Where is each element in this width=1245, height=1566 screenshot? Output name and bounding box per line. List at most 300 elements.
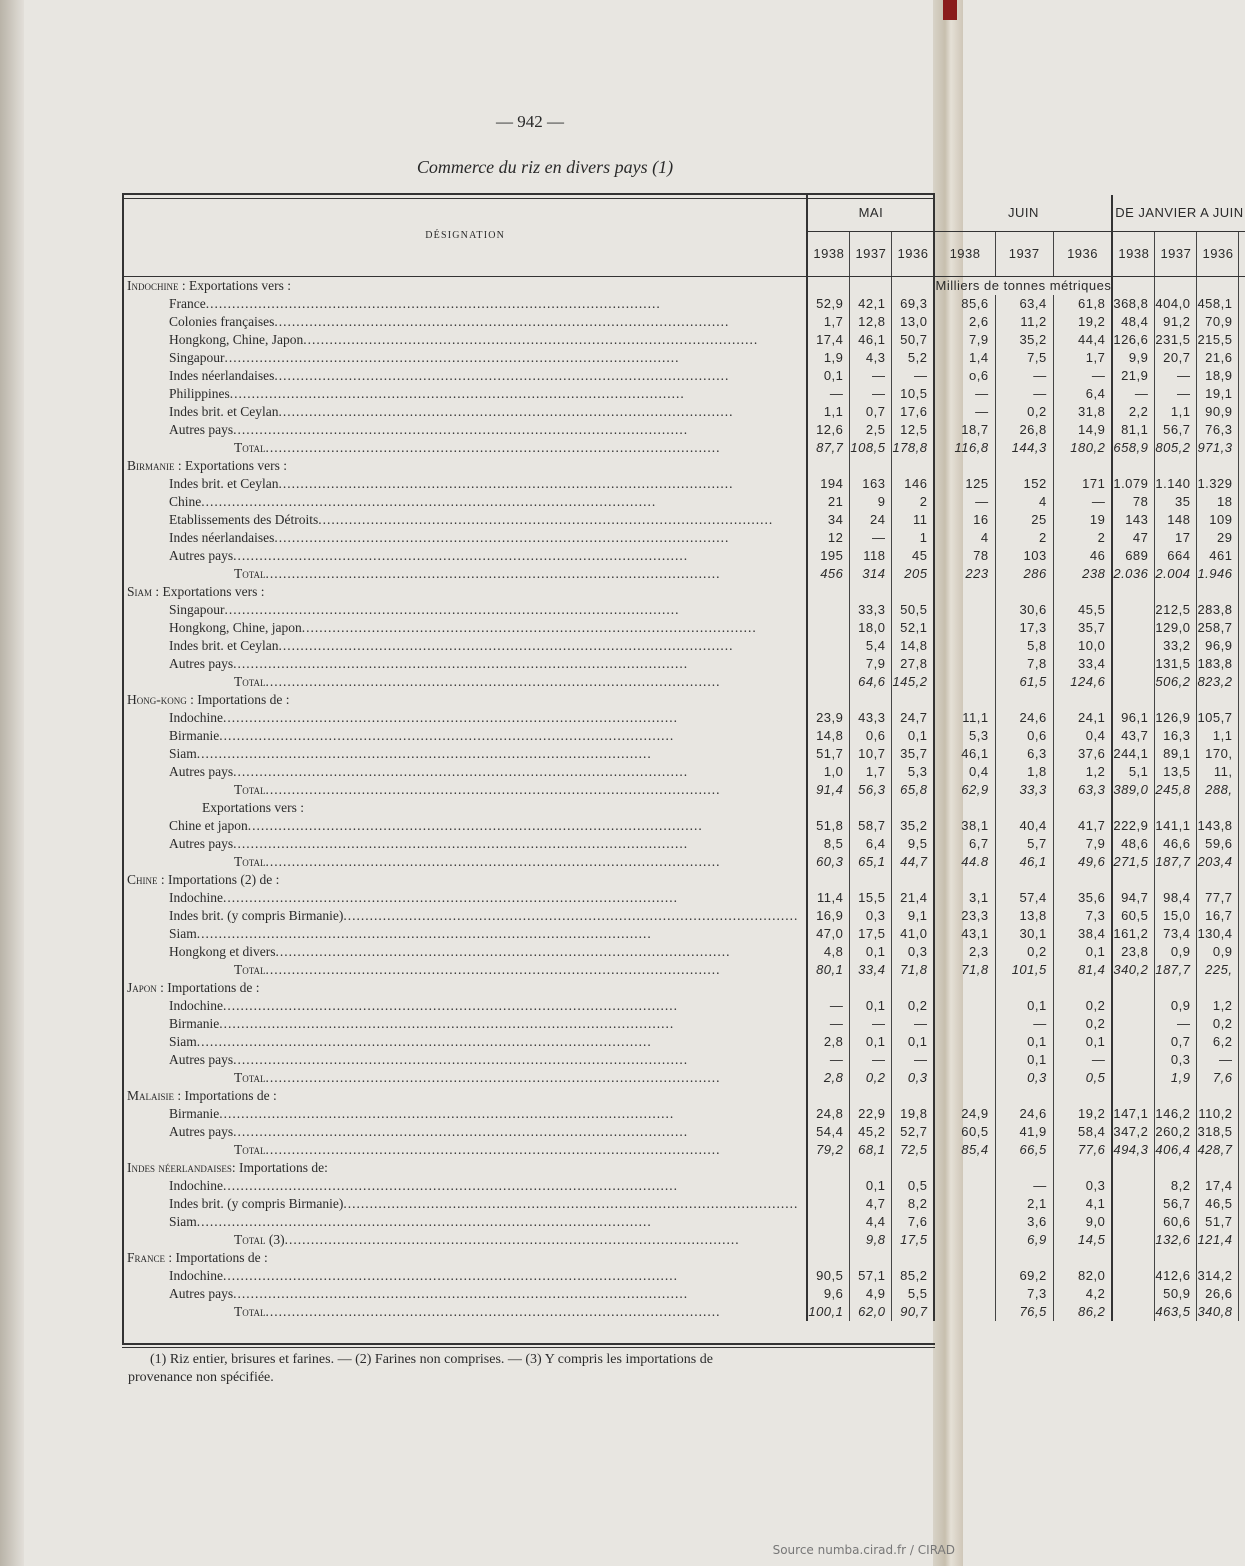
- value-cell: [934, 1285, 995, 1303]
- value-cell: 389,0: [1112, 781, 1155, 799]
- row-label: [124, 331, 807, 349]
- value-cell: 46: [1053, 547, 1112, 565]
- value-cell: [807, 1195, 850, 1213]
- value-cell: 161,2: [1112, 925, 1155, 943]
- value-cell: 41,7: [1053, 817, 1112, 835]
- value-cell: 21: [807, 493, 850, 511]
- value-cell: 124,6: [1053, 673, 1112, 691]
- label-text: Indochine: [169, 998, 223, 1013]
- total-row: [124, 565, 1245, 583]
- value-cell: 5,5: [892, 1285, 935, 1303]
- value-cell: 23,8: [1112, 943, 1155, 961]
- value-cell: 143: [1112, 511, 1155, 529]
- value-cell: 11,4: [807, 889, 850, 907]
- value-cell: [892, 1249, 935, 1267]
- value-cell: [934, 619, 995, 637]
- overflow-cell: [1239, 511, 1245, 529]
- label-text: Indochine: [169, 890, 223, 905]
- value-cell: 170,: [1197, 745, 1239, 763]
- row-label: [124, 601, 807, 619]
- value-cell: 48,6: [1112, 835, 1155, 853]
- value-cell: [934, 1267, 995, 1285]
- leader-dots: [303, 331, 798, 349]
- row-label: [124, 763, 807, 781]
- row-label: [124, 349, 807, 367]
- value-cell: 69,3: [892, 295, 935, 313]
- section-heading-row: [124, 457, 1245, 475]
- label-text: Autres pays: [169, 764, 234, 779]
- value-cell: 16,7: [1197, 907, 1239, 925]
- leader-dots: [233, 1123, 798, 1141]
- value-cell: [1197, 979, 1239, 997]
- value-cell: [934, 1303, 995, 1321]
- value-cell: [892, 457, 935, 475]
- value-cell: 66,5: [995, 1141, 1053, 1159]
- label-wrap: [124, 925, 806, 943]
- table-row: [124, 655, 1245, 673]
- value-cell: —: [850, 1051, 892, 1069]
- overflow-cell: [1239, 421, 1245, 439]
- value-cell: 50,5: [892, 601, 935, 619]
- label-wrap: [124, 475, 806, 493]
- value-cell: 19,1: [1197, 385, 1239, 403]
- value-cell: 38,4: [1053, 925, 1112, 943]
- label-text: Indes brit. et Ceylan: [169, 476, 279, 491]
- value-cell: 6,9: [995, 1231, 1053, 1249]
- value-cell: 58,7: [850, 817, 892, 835]
- value-cell: [934, 601, 995, 619]
- value-cell: 58,4: [1053, 1123, 1112, 1141]
- overflow-cell: [1239, 385, 1245, 403]
- value-cell: 63,4: [995, 295, 1053, 313]
- value-cell: 14,9: [1053, 421, 1112, 439]
- value-cell: 428,7: [1197, 1141, 1239, 1159]
- value-cell: [934, 799, 995, 817]
- value-cell: 86,2: [1053, 1303, 1112, 1321]
- value-cell: 5,7: [995, 835, 1053, 853]
- row-label: [124, 943, 807, 961]
- value-cell: 81,1: [1112, 421, 1155, 439]
- leader-dots: [266, 781, 799, 799]
- table-row: [124, 1213, 1245, 1231]
- value-cell: 7,9: [1053, 835, 1112, 853]
- row-label: [124, 547, 807, 565]
- label-wrap: [124, 1213, 806, 1231]
- value-cell: 18: [1197, 493, 1239, 511]
- table-row: [124, 385, 1245, 403]
- value-cell: 1,0: [807, 763, 850, 781]
- value-cell: 7,6: [1197, 1069, 1239, 1087]
- row-label: [124, 835, 807, 853]
- value-cell: 94,7: [1112, 889, 1155, 907]
- rice-trade-table: [122, 193, 1244, 1345]
- overflow-cell: [1239, 457, 1245, 475]
- value-cell: 146: [892, 475, 935, 493]
- value-cell: 17,4: [1197, 1177, 1239, 1195]
- value-cell: 20,7: [1155, 349, 1197, 367]
- value-cell: [807, 1177, 850, 1195]
- value-cell: 141,1: [1155, 817, 1197, 835]
- value-cell: 187,7: [1155, 853, 1197, 871]
- overflow-cell: [1239, 889, 1245, 907]
- leader-dots: [343, 907, 798, 925]
- row-label: [124, 1069, 807, 1087]
- overflow-cell: [1239, 799, 1245, 817]
- value-cell: [934, 457, 995, 475]
- total-row: [124, 1141, 1245, 1159]
- value-cell: 50,7: [892, 331, 935, 349]
- value-cell: 19,8: [892, 1105, 935, 1123]
- label-wrap: [124, 709, 806, 727]
- value-cell: 52,9: [807, 295, 850, 313]
- value-cell: [807, 1231, 850, 1249]
- value-cell: [807, 583, 850, 601]
- value-cell: 27,8: [892, 655, 935, 673]
- value-cell: 61,8: [1053, 295, 1112, 313]
- label-text: Siam: [169, 1214, 197, 1229]
- value-cell: 70,9: [1197, 313, 1239, 331]
- value-cell: 21,9: [1112, 367, 1155, 385]
- value-cell: 126,6: [1112, 331, 1155, 349]
- value-cell: —: [1197, 1051, 1239, 1069]
- value-cell: 35,7: [892, 745, 935, 763]
- section-heading-row: [124, 691, 1245, 709]
- overflow-cell: [1239, 691, 1245, 709]
- leader-dots: [233, 1285, 798, 1303]
- label-wrap: [124, 961, 806, 979]
- value-cell: 2: [995, 529, 1053, 547]
- table-row: [124, 745, 1245, 763]
- overflow-cell: [1239, 1177, 1245, 1195]
- footnotes: [122, 1347, 935, 1387]
- value-cell: 65,1: [850, 853, 892, 871]
- value-cell: 1,1: [1197, 727, 1239, 745]
- row-label: [124, 817, 807, 835]
- value-cell: 17,6: [892, 403, 935, 421]
- value-cell: 0,1: [850, 1177, 892, 1195]
- value-cell: [1155, 979, 1197, 997]
- row-label: [124, 889, 807, 907]
- label-wrap: [124, 493, 806, 511]
- value-cell: [1197, 583, 1239, 601]
- label-wrap: [124, 565, 806, 583]
- value-cell: [1112, 457, 1155, 475]
- value-cell: [1112, 1231, 1155, 1249]
- row-label: [124, 421, 807, 439]
- value-cell: 125: [934, 475, 995, 493]
- value-cell: [850, 457, 892, 475]
- value-cell: 0,9: [1155, 997, 1197, 1015]
- label-text: Colonies françaises: [169, 314, 275, 329]
- table-row: [124, 1105, 1245, 1123]
- leader-dots: [225, 601, 799, 619]
- value-cell: [1197, 457, 1239, 475]
- value-cell: 318,5: [1197, 1123, 1239, 1141]
- value-cell: 7,6: [892, 1213, 935, 1231]
- row-label: [124, 673, 807, 691]
- leader-dots: [266, 853, 799, 871]
- value-cell: [807, 871, 850, 889]
- overflow-cell: [1239, 1303, 1245, 1321]
- value-cell: 61,5: [995, 673, 1053, 691]
- value-cell: [807, 457, 850, 475]
- label-wrap: [124, 817, 806, 835]
- leader-dots: [223, 709, 798, 727]
- value-cell: 57,1: [850, 1267, 892, 1285]
- value-cell: o,6: [934, 367, 995, 385]
- label-wrap: [124, 403, 806, 421]
- section-heading: [124, 1159, 807, 1177]
- value-cell: 283,8: [1197, 601, 1239, 619]
- column-group-header: DE JANVIER A JUIN: [1112, 195, 1245, 232]
- value-cell: 21,4: [892, 889, 935, 907]
- value-cell: [934, 673, 995, 691]
- value-cell: [934, 691, 995, 709]
- value-cell: [892, 979, 935, 997]
- value-cell: 17,5: [850, 925, 892, 943]
- value-cell: [934, 979, 995, 997]
- value-cell: 1.946: [1197, 565, 1239, 583]
- overflow-cell: [1239, 439, 1245, 457]
- table-row: [124, 727, 1245, 745]
- leader-dots: [223, 1177, 798, 1195]
- leader-dots: [343, 1195, 798, 1213]
- value-cell: 47,0: [807, 925, 850, 943]
- value-cell: 15,0: [1155, 907, 1197, 925]
- value-cell: 98,4: [1155, 889, 1197, 907]
- value-cell: [1155, 871, 1197, 889]
- value-cell: 6,7: [934, 835, 995, 853]
- row-label: [124, 1195, 807, 1213]
- overflow-cell: [1239, 1123, 1245, 1141]
- value-cell: 72,5: [892, 1141, 935, 1159]
- value-cell: [1112, 1303, 1155, 1321]
- value-cell: 212,5: [1155, 601, 1197, 619]
- value-cell: 126,9: [1155, 709, 1197, 727]
- value-cell: 24,8: [807, 1105, 850, 1123]
- label-wrap: [124, 313, 806, 331]
- overflow-cell: [1239, 1195, 1245, 1213]
- value-cell: —: [807, 997, 850, 1015]
- value-cell: [892, 871, 935, 889]
- label-text: Indes néerlandaises: [169, 368, 275, 383]
- value-cell: 0,1: [892, 1033, 935, 1051]
- value-cell: 6,4: [1053, 385, 1112, 403]
- value-cell: 16,3: [1155, 727, 1197, 745]
- value-cell: —: [807, 385, 850, 403]
- value-cell: [995, 979, 1053, 997]
- value-cell: 0,2: [1053, 997, 1112, 1015]
- row-label: [124, 1231, 807, 1249]
- label-text: Total: [234, 962, 266, 977]
- value-cell: 90,7: [892, 1303, 935, 1321]
- value-cell: [892, 583, 935, 601]
- value-cell: —: [807, 1051, 850, 1069]
- value-cell: [934, 1213, 995, 1231]
- value-cell: [807, 1213, 850, 1231]
- label-text: Indes brit. (y compris Birmanie): [169, 1196, 344, 1211]
- value-cell: —: [1112, 385, 1155, 403]
- value-cell: [1112, 799, 1155, 817]
- value-cell: 79,2: [807, 1141, 850, 1159]
- value-cell: 60,6: [1155, 1213, 1197, 1231]
- value-cell: 14,8: [807, 727, 850, 745]
- value-cell: 46,6: [1155, 835, 1197, 853]
- value-cell: 314,2: [1197, 1267, 1239, 1285]
- section-heading-row: [124, 979, 1245, 997]
- overflow-cell: [1239, 1015, 1245, 1033]
- value-cell: 971,3: [1197, 439, 1239, 457]
- section-heading-row: [124, 871, 1245, 889]
- leader-dots: [302, 619, 799, 637]
- leader-dots: [233, 547, 798, 565]
- label-wrap: [124, 439, 806, 457]
- value-cell: [807, 277, 850, 296]
- value-cell: 461: [1197, 547, 1239, 565]
- table-row: [124, 943, 1245, 961]
- overflow-cell: [1239, 313, 1245, 331]
- value-cell: [934, 655, 995, 673]
- row-label: [124, 1033, 807, 1051]
- value-cell: 12: [807, 529, 850, 547]
- value-cell: 64,6: [850, 673, 892, 691]
- value-cell: [1155, 277, 1197, 296]
- value-cell: 85,2: [892, 1267, 935, 1285]
- row-label: [124, 1303, 807, 1321]
- value-cell: 404,0: [1155, 295, 1197, 313]
- overflow-cell: [1239, 745, 1245, 763]
- country-name: Birmanie: [127, 458, 175, 473]
- value-cell: 187,7: [1155, 961, 1197, 979]
- value-cell: [995, 457, 1053, 475]
- value-cell: [1112, 583, 1155, 601]
- value-cell: 52,1: [892, 619, 935, 637]
- value-cell: 26,6: [1197, 1285, 1239, 1303]
- value-cell: 314: [850, 565, 892, 583]
- value-cell: 260,2: [1155, 1123, 1197, 1141]
- value-cell: 56,7: [1155, 421, 1197, 439]
- value-cell: [1197, 277, 1239, 296]
- table-row: [124, 1015, 1245, 1033]
- value-cell: 5,4: [850, 637, 892, 655]
- value-cell: 77,7: [1197, 889, 1239, 907]
- label-wrap: [124, 421, 806, 439]
- value-cell: 46,1: [995, 853, 1053, 871]
- leader-dots: [219, 1105, 798, 1123]
- country-name: Japon: [127, 980, 157, 995]
- leader-dots: [223, 889, 798, 907]
- value-cell: 5,8: [995, 637, 1053, 655]
- leader-dots: [274, 313, 798, 331]
- table-row: [124, 889, 1245, 907]
- value-cell: 46,5: [1197, 1195, 1239, 1213]
- bookmark-ribbon: [943, 0, 957, 20]
- value-cell: —: [995, 1015, 1053, 1033]
- row-label: [124, 907, 807, 925]
- value-cell: 31,8: [1053, 403, 1112, 421]
- value-cell: 23,9: [807, 709, 850, 727]
- label-text: Total: [234, 1304, 266, 1319]
- value-cell: 412,6: [1155, 1267, 1197, 1285]
- value-cell: 73,4: [1155, 925, 1197, 943]
- label-wrap: [124, 889, 806, 907]
- label-wrap: [124, 349, 806, 367]
- section-heading: [124, 277, 807, 296]
- value-cell: —: [1053, 493, 1112, 511]
- value-cell: [934, 1195, 995, 1213]
- overflow-cell: [1239, 853, 1245, 871]
- table-row: [124, 709, 1245, 727]
- value-cell: 8,2: [1155, 1177, 1197, 1195]
- value-cell: 35,2: [892, 817, 935, 835]
- value-cell: 14,5: [1053, 1231, 1112, 1249]
- book-binding: [0, 0, 24, 1566]
- overflow-cell: [1239, 547, 1245, 565]
- value-cell: 44.8: [934, 853, 995, 871]
- value-cell: 2: [892, 493, 935, 511]
- row-label: [124, 1177, 807, 1195]
- value-cell: [934, 1231, 995, 1249]
- country-name: Indochine: [127, 278, 179, 293]
- value-cell: 286: [995, 565, 1053, 583]
- value-cell: 13,0: [892, 313, 935, 331]
- country-name: Chine: [127, 872, 158, 887]
- value-cell: 78: [934, 547, 995, 565]
- leader-dots: [219, 1015, 798, 1033]
- label-text: Indes brit. (y compris Birmanie): [169, 908, 344, 923]
- value-cell: 9,5: [892, 835, 935, 853]
- value-cell: [1197, 1087, 1239, 1105]
- value-cell: 506,2: [1155, 673, 1197, 691]
- value-cell: [1197, 871, 1239, 889]
- overflow-cell: [1239, 817, 1245, 835]
- section-heading-text: : Exportations vers :: [178, 278, 291, 293]
- value-cell: 96,1: [1112, 709, 1155, 727]
- row-label: [124, 475, 807, 493]
- value-cell: 148: [1155, 511, 1197, 529]
- table-row: [124, 1123, 1245, 1141]
- total-row: [124, 781, 1245, 799]
- value-cell: 43,3: [850, 709, 892, 727]
- value-cell: —: [934, 493, 995, 511]
- value-cell: 0,6: [850, 727, 892, 745]
- value-cell: 30,6: [995, 601, 1053, 619]
- value-cell: 0,2: [995, 403, 1053, 421]
- value-cell: 12,8: [850, 313, 892, 331]
- value-cell: 19,2: [1053, 1105, 1112, 1123]
- value-cell: 129,0: [1155, 619, 1197, 637]
- value-cell: 0,7: [850, 403, 892, 421]
- value-cell: 245,8: [1155, 781, 1197, 799]
- value-cell: [1112, 1213, 1155, 1231]
- value-cell: 143,8: [1197, 817, 1239, 835]
- value-cell: 63,3: [1053, 781, 1112, 799]
- row-label: [124, 1105, 807, 1123]
- value-cell: 823,2: [1197, 673, 1239, 691]
- leader-dots: [233, 1051, 798, 1069]
- year-header: 1937: [850, 232, 892, 277]
- leader-dots: [278, 475, 798, 493]
- value-cell: 130,4: [1197, 925, 1239, 943]
- value-cell: 0,1: [850, 1033, 892, 1051]
- leader-dots: [266, 673, 799, 691]
- value-cell: 1,7: [807, 313, 850, 331]
- total-row: [124, 439, 1245, 457]
- value-cell: 195: [807, 547, 850, 565]
- value-cell: 13,8: [995, 907, 1053, 925]
- value-cell: 2: [1053, 529, 1112, 547]
- subheading-label: Exportations vers :: [202, 800, 304, 815]
